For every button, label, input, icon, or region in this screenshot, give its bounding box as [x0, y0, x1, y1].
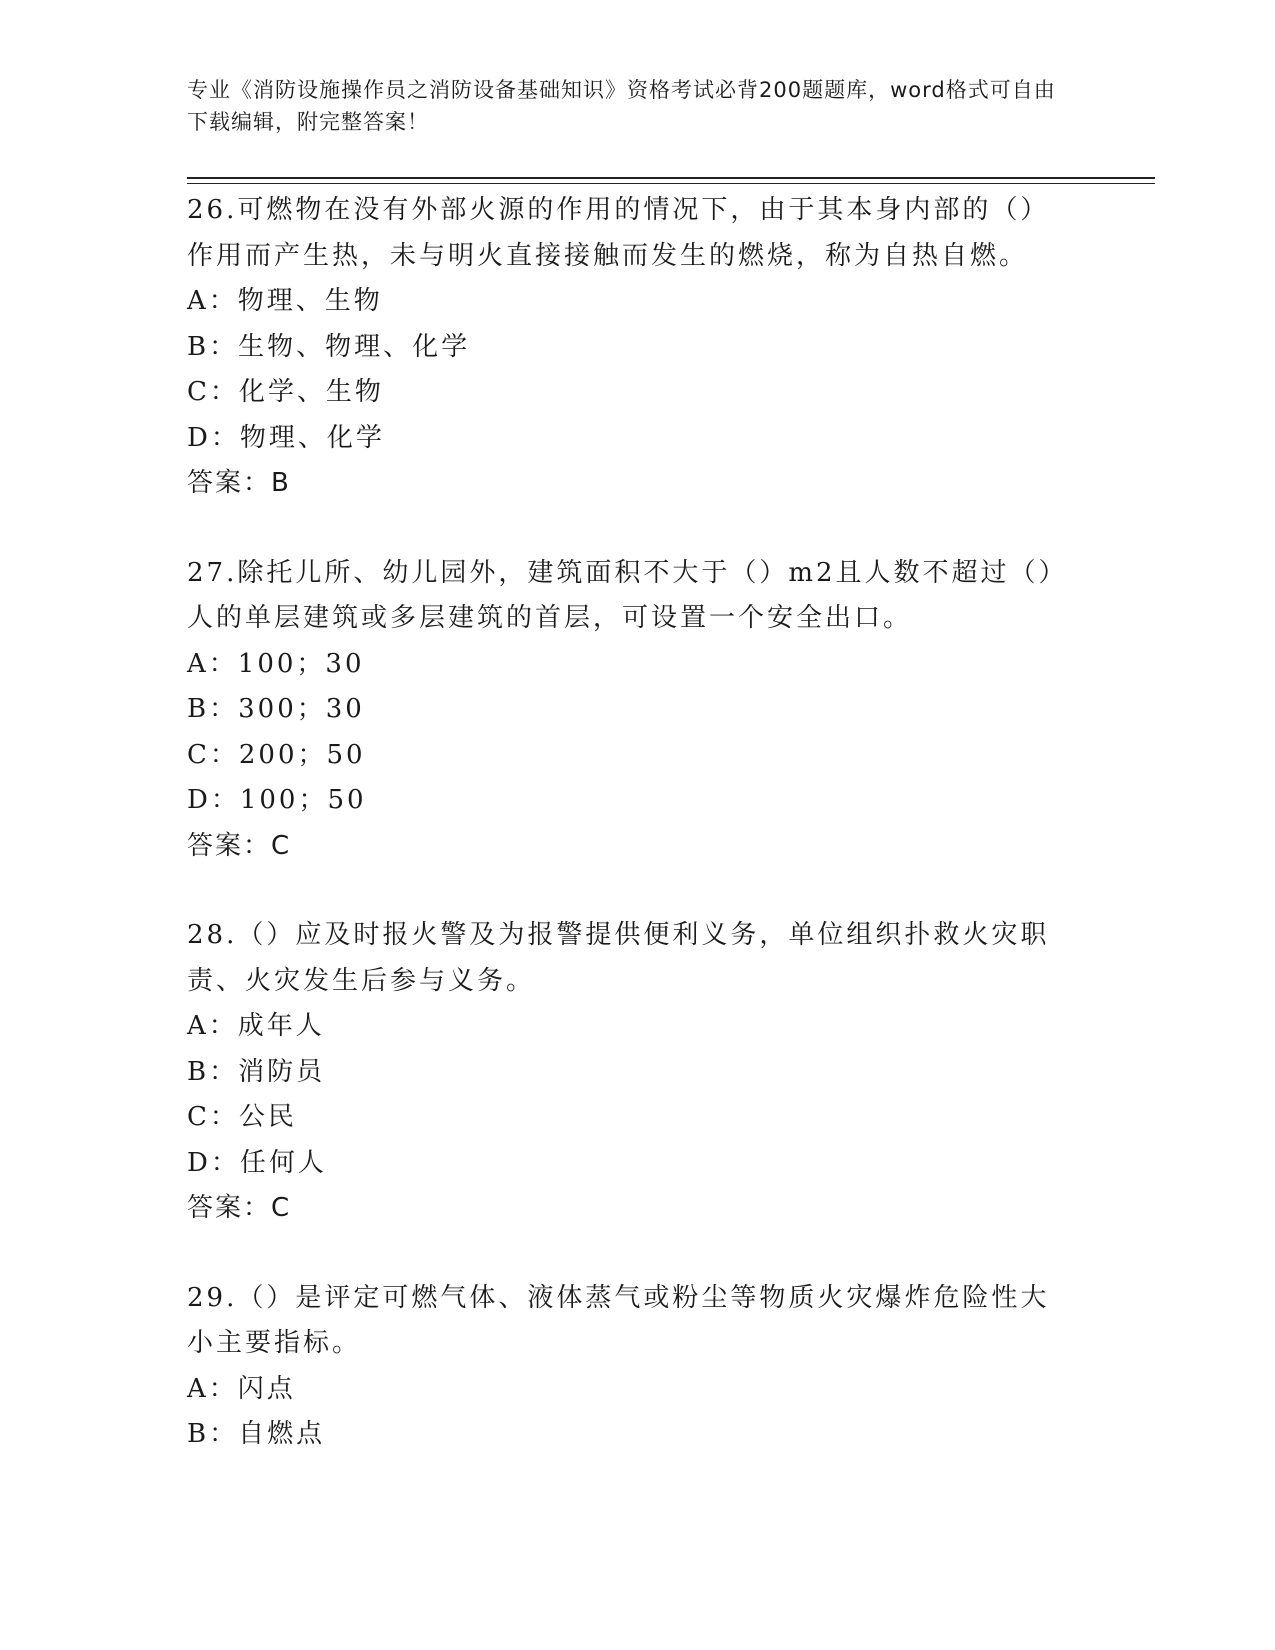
option-b: B：自燃点 — [187, 1419, 326, 1449]
answer: 答案：C — [187, 1193, 292, 1223]
question-27 — [187, 551, 1087, 870]
question-stem: 28.（）应及时报火警及为报警提供便利义务，单位组织扑救火灾职责、火灾发生后参与义务。 — [187, 920, 1050, 996]
header-divider-thin — [187, 183, 1155, 184]
option-c: C：化学、生物 — [187, 377, 384, 407]
option-b: B：生物、物理、化学 — [187, 331, 471, 362]
answer: 答案：C — [187, 830, 292, 861]
option-a: A：闪点 — [187, 1373, 296, 1404]
question-28 — [187, 913, 1087, 1232]
option-a: A：100；30 — [187, 648, 365, 679]
question-stem: 26.可燃物在没有外部火源的作用的情况下，由于其本身内部的（）作用而产生热，未与明火直接接触而发生的燃烧，称为自热自燃。 — [187, 195, 1050, 271]
question-stem: 29.（）是评定可燃气体、液体蒸气或粉尘等物质火灾爆炸危险性大小主要指标。 — [187, 1282, 1050, 1358]
question-29 — [187, 1276, 1087, 1458]
header-divider-thick — [187, 177, 1155, 179]
question-stem: 27.除托儿所、幼儿园外，建筑面积不大于（）m2且人数不超过（）人的单层建筑或多层建筑的首层，可设置一个安全出口。 — [187, 557, 1068, 633]
option-d: D：任何人 — [187, 1147, 327, 1178]
document-header: 专业《消防设施操作员之消防设备基础知识》资格考试必背200题题库，word格式可自由下载编辑，附完整答案！ — [187, 78, 1056, 134]
option-a: A：物理、生物 — [187, 286, 383, 316]
question-list — [187, 188, 1087, 1502]
answer: 答案：B — [187, 468, 291, 498]
question-26 — [187, 188, 1087, 507]
option-c: C：公民 — [187, 1102, 297, 1132]
option-d: D：物理、化学 — [187, 422, 385, 453]
option-a: A：成年人 — [187, 1011, 325, 1041]
option-b: B：300；30 — [187, 694, 365, 724]
option-d: D：100；50 — [187, 785, 367, 815]
option-b: B：消防员 — [187, 1056, 326, 1087]
option-c: C：200；50 — [187, 739, 366, 770]
